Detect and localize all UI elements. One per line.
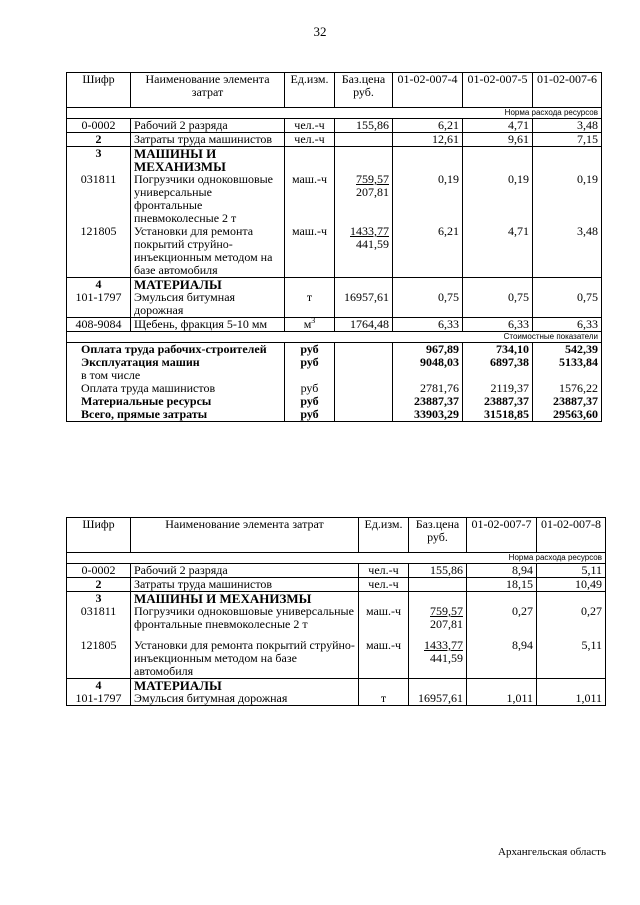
row-unit: маш.-ч <box>359 605 409 631</box>
cost-row <box>67 408 602 422</box>
table-row <box>67 692 606 706</box>
row-price: 155,86 <box>335 119 393 133</box>
row-value: 7,15 <box>533 133 602 147</box>
row-name: Затраты труда машинистов <box>131 578 359 592</box>
row-code: 101-1797 <box>67 692 131 706</box>
cost-value: 31518,85 <box>463 408 533 422</box>
cost-unit: руб <box>285 382 335 395</box>
row-value: 6,21 <box>393 119 463 133</box>
norm-label: Норма расхода ресурсов <box>67 108 602 119</box>
section-row <box>67 278 602 292</box>
page-number: 32 <box>313 24 327 39</box>
cost-unit: руб <box>285 408 335 422</box>
cost-value: 2781,76 <box>393 382 463 395</box>
section-title: МАШИНЫ И МЕХАНИЗМЫ <box>131 592 359 606</box>
row-value: 4,71 <box>463 225 533 278</box>
row-code: 031811 <box>67 173 131 225</box>
header-col-2: 01-02-007-8 <box>537 518 606 553</box>
cost-value: 542,39 <box>533 343 602 357</box>
cost-value: 6897,38 <box>463 356 533 369</box>
row-unit <box>285 318 335 332</box>
cost-name: в том числе <box>67 369 285 382</box>
price-main: 759,57 <box>430 604 463 618</box>
cost-value: 1576,22 <box>533 382 602 395</box>
row-value: 18,15 <box>467 578 537 592</box>
cost-value: 734,10 <box>463 343 533 357</box>
footer-region: Архангельская область <box>498 846 606 858</box>
row-name: Эмульсия битумная дорожная <box>131 291 285 318</box>
table-header-row <box>67 518 606 553</box>
header-code: Шифр <box>67 73 131 108</box>
price-main: 1433,77 <box>350 224 389 238</box>
cost-row <box>67 343 602 357</box>
row-price <box>409 605 467 631</box>
row-price <box>409 578 467 592</box>
cost-unit: руб <box>285 343 335 357</box>
cost-name: Всего, прямые затраты <box>67 408 285 422</box>
cost-label-row <box>67 332 602 343</box>
row-name: Эмульсия битумная дорожная <box>131 692 359 706</box>
row-unit: маш.-ч <box>285 173 335 225</box>
header-unit: Ед.изм. <box>285 73 335 108</box>
table-row <box>67 564 606 578</box>
header-name: Наименование элемента затрат <box>131 518 359 553</box>
row-price: 155,86 <box>409 564 467 578</box>
section-code: 4 <box>67 278 131 292</box>
row-code: 2 <box>67 578 131 592</box>
cost-name: Материальные ресурсы <box>67 395 285 408</box>
row-name: Погрузчики одноковшовые универсальные фронтальные пневмоколесные 2 т <box>131 173 285 225</box>
price-driver-pay: 441,59 <box>356 237 389 251</box>
price-driver-pay: 441,59 <box>430 651 463 665</box>
table-row <box>67 291 602 318</box>
cost-value: 9048,03 <box>393 356 463 369</box>
row-value: 10,49 <box>537 578 606 592</box>
row-unit: т <box>285 291 335 318</box>
unit-superscript: 3 <box>311 316 316 325</box>
row-price <box>409 631 467 679</box>
header-col-1: 01-02-007-4 <box>393 73 463 108</box>
row-value: 1,011 <box>467 692 537 706</box>
row-price: 1764,48 <box>335 318 393 332</box>
price-main: 1433,77 <box>424 638 463 652</box>
row-value: 5,11 <box>537 564 606 578</box>
row-value: 0,27 <box>467 605 537 631</box>
row-unit: чел.-ч <box>359 564 409 578</box>
table-row <box>67 631 606 679</box>
row-value: 6,33 <box>463 318 533 332</box>
section-code: 4 <box>67 679 131 693</box>
row-unit: маш.-ч <box>359 631 409 679</box>
cost-unit: руб <box>285 356 335 369</box>
row-value: 5,11 <box>537 631 606 679</box>
unit-base: м <box>303 317 312 331</box>
cost-value: 967,89 <box>393 343 463 357</box>
row-code: 0-0002 <box>67 564 131 578</box>
row-value: 6,33 <box>533 318 602 332</box>
row-value: 0,19 <box>393 173 463 225</box>
table-row <box>67 225 602 278</box>
header-price: Баз.цена руб. <box>409 518 467 553</box>
row-value: 9,61 <box>463 133 533 147</box>
row-code: 2 <box>67 133 131 147</box>
norm-label-row <box>67 108 602 119</box>
row-value: 0,27 <box>537 605 606 631</box>
table-row <box>67 318 602 332</box>
table-header-row <box>67 73 602 108</box>
table-row <box>67 173 602 225</box>
row-name: Рабочий 2 разряда <box>131 564 359 578</box>
price-driver-pay: 207,81 <box>356 185 389 199</box>
header-col-1: 01-02-007-7 <box>467 518 537 553</box>
row-unit: т <box>359 692 409 706</box>
row-code: 031811 <box>67 605 131 631</box>
row-code: 121805 <box>67 225 131 278</box>
row-price: 16957,61 <box>409 692 467 706</box>
row-value: 8,94 <box>467 631 537 679</box>
table-row <box>67 605 606 631</box>
row-value: 0,75 <box>393 291 463 318</box>
cost-value: 5133,84 <box>533 356 602 369</box>
row-value: 3,48 <box>533 225 602 278</box>
cost-value: 33903,29 <box>393 408 463 422</box>
row-unit: чел.-ч <box>285 119 335 133</box>
section-row <box>67 592 606 606</box>
header-name: Наименование элемента затрат <box>131 73 285 108</box>
row-value: 6,21 <box>393 225 463 278</box>
section-code: 3 <box>67 147 131 174</box>
row-code: 121805 <box>67 631 131 679</box>
header-price: Баз.цена руб. <box>335 73 393 108</box>
row-value: 3,48 <box>533 119 602 133</box>
cost-value: 29563,60 <box>533 408 602 422</box>
cost-value: 23887,37 <box>463 395 533 408</box>
section-title: МАТЕРИАЛЫ <box>131 278 285 292</box>
row-unit: чел.-ч <box>359 578 409 592</box>
row-price <box>335 133 393 147</box>
row-unit: маш.-ч <box>285 225 335 278</box>
cost-value: 2119,37 <box>463 382 533 395</box>
section-code: 3 <box>67 592 131 606</box>
row-name: Щебень, фракция 5-10 мм <box>131 318 285 332</box>
resource-table-1 <box>66 72 602 422</box>
row-value: 0,75 <box>463 291 533 318</box>
row-price: 16957,61 <box>335 291 393 318</box>
row-price <box>335 173 393 225</box>
row-value: 6,33 <box>393 318 463 332</box>
resource-table-2 <box>66 517 606 706</box>
section-title: МАТЕРИАЛЫ <box>131 679 359 693</box>
row-value: 4,71 <box>463 119 533 133</box>
section-row <box>67 147 602 174</box>
table-row <box>67 119 602 133</box>
row-value: 0,75 <box>533 291 602 318</box>
price-driver-pay: 207,81 <box>430 617 463 631</box>
row-value: 8,94 <box>467 564 537 578</box>
cost-value: 23887,37 <box>533 395 602 408</box>
header-code: Шифр <box>67 518 131 553</box>
table-row <box>67 578 606 592</box>
table-row <box>67 133 602 147</box>
row-value: 12,61 <box>393 133 463 147</box>
header-col-3: 01-02-007-6 <box>533 73 602 108</box>
header-col-2: 01-02-007-5 <box>463 73 533 108</box>
cost-name: Оплата труда машинистов <box>67 382 285 395</box>
cost-unit: руб <box>285 395 335 408</box>
section-title: МАШИНЫ И МЕХАНИЗМЫ <box>131 147 285 174</box>
row-name: Затраты труда машинистов <box>131 133 285 147</box>
header-unit: Ед.изм. <box>359 518 409 553</box>
price-main: 759,57 <box>356 172 389 186</box>
cost-label: Стоимостные показатели <box>67 332 602 343</box>
row-name: Рабочий 2 разряда <box>131 119 285 133</box>
row-value: 0,19 <box>463 173 533 225</box>
row-name: Установки для ремонта покрытий струйно-инъекционным методом на базе автомобиля <box>131 225 285 278</box>
row-code: 408-9084 <box>67 318 131 332</box>
norm-label: Норма расхода ресурсов <box>67 553 606 564</box>
row-value: 1,011 <box>537 692 606 706</box>
cost-name: Эксплуатация машин <box>67 356 285 369</box>
section-row <box>67 679 606 693</box>
norm-label-row <box>67 553 606 564</box>
row-value: 0,19 <box>533 173 602 225</box>
cost-name: Оплата труда рабочих-строителей <box>67 343 285 357</box>
row-code: 101-1797 <box>67 291 131 318</box>
row-price <box>335 225 393 278</box>
cost-row <box>67 356 602 369</box>
row-code: 0-0002 <box>67 119 131 133</box>
cost-value: 23887,37 <box>393 395 463 408</box>
row-name: Погрузчики одноковшовые универсальные фронтальные пневмоколесные 2 т <box>131 605 359 631</box>
row-unit: чел.-ч <box>285 133 335 147</box>
row-name: Установки для ремонта покрытий струйно-инъекционным методом на базе автомобиля <box>131 631 359 679</box>
